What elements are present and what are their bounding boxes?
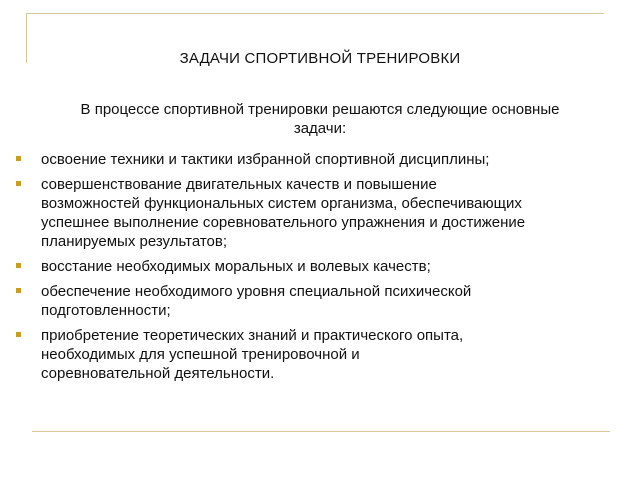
frame-top-line	[26, 13, 604, 14]
task-text-line: успешнее выполнение соревновательного упражнения и достижение	[41, 214, 526, 231]
bullet-square-icon	[16, 332, 21, 337]
task-item	[16, 282, 616, 320]
task-text-line: освоение техники и тактики избранной спортивной дисциплины;	[41, 151, 490, 168]
task-text-line: совершенствование двигательных качеств и повышение	[41, 176, 437, 193]
task-list	[16, 150, 616, 389]
task-text-line: возможностей функциональных систем организма, обеспечивающих	[41, 195, 522, 212]
task-text-line: обеспечение необходимого уровня специальной психической	[41, 283, 472, 300]
bullet-square-icon	[16, 263, 21, 268]
task-text-line: соревновательной деятельности.	[41, 365, 275, 382]
intro-line-1: В процессе спортивной тренировки решаются следующие основные	[80, 101, 560, 118]
bullet-square-icon	[16, 156, 21, 161]
task-text-line: подготовленности;	[41, 302, 171, 319]
task-item	[16, 175, 616, 251]
bullet-square-icon	[16, 181, 21, 186]
frame-bottom-line	[32, 431, 610, 432]
task-item	[16, 326, 616, 383]
slide-title: ЗАДАЧИ СПОРТИВНОЙ ТРЕНИРОВКИ	[179, 50, 461, 67]
task-item	[16, 257, 616, 276]
task-text-line: приобретение теоретических знаний и практического опыта,	[41, 327, 464, 344]
task-text-line: планируемых результатов;	[41, 233, 228, 250]
intro-line-2: задачи:	[293, 120, 347, 137]
task-text-line: необходимых для успешной тренировочной и	[41, 346, 360, 363]
task-text-line: восстание необходимых моральных и волевых качеств;	[41, 258, 431, 275]
slide-intro	[0, 100, 640, 138]
bullet-square-icon	[16, 288, 21, 293]
task-item	[16, 150, 616, 169]
